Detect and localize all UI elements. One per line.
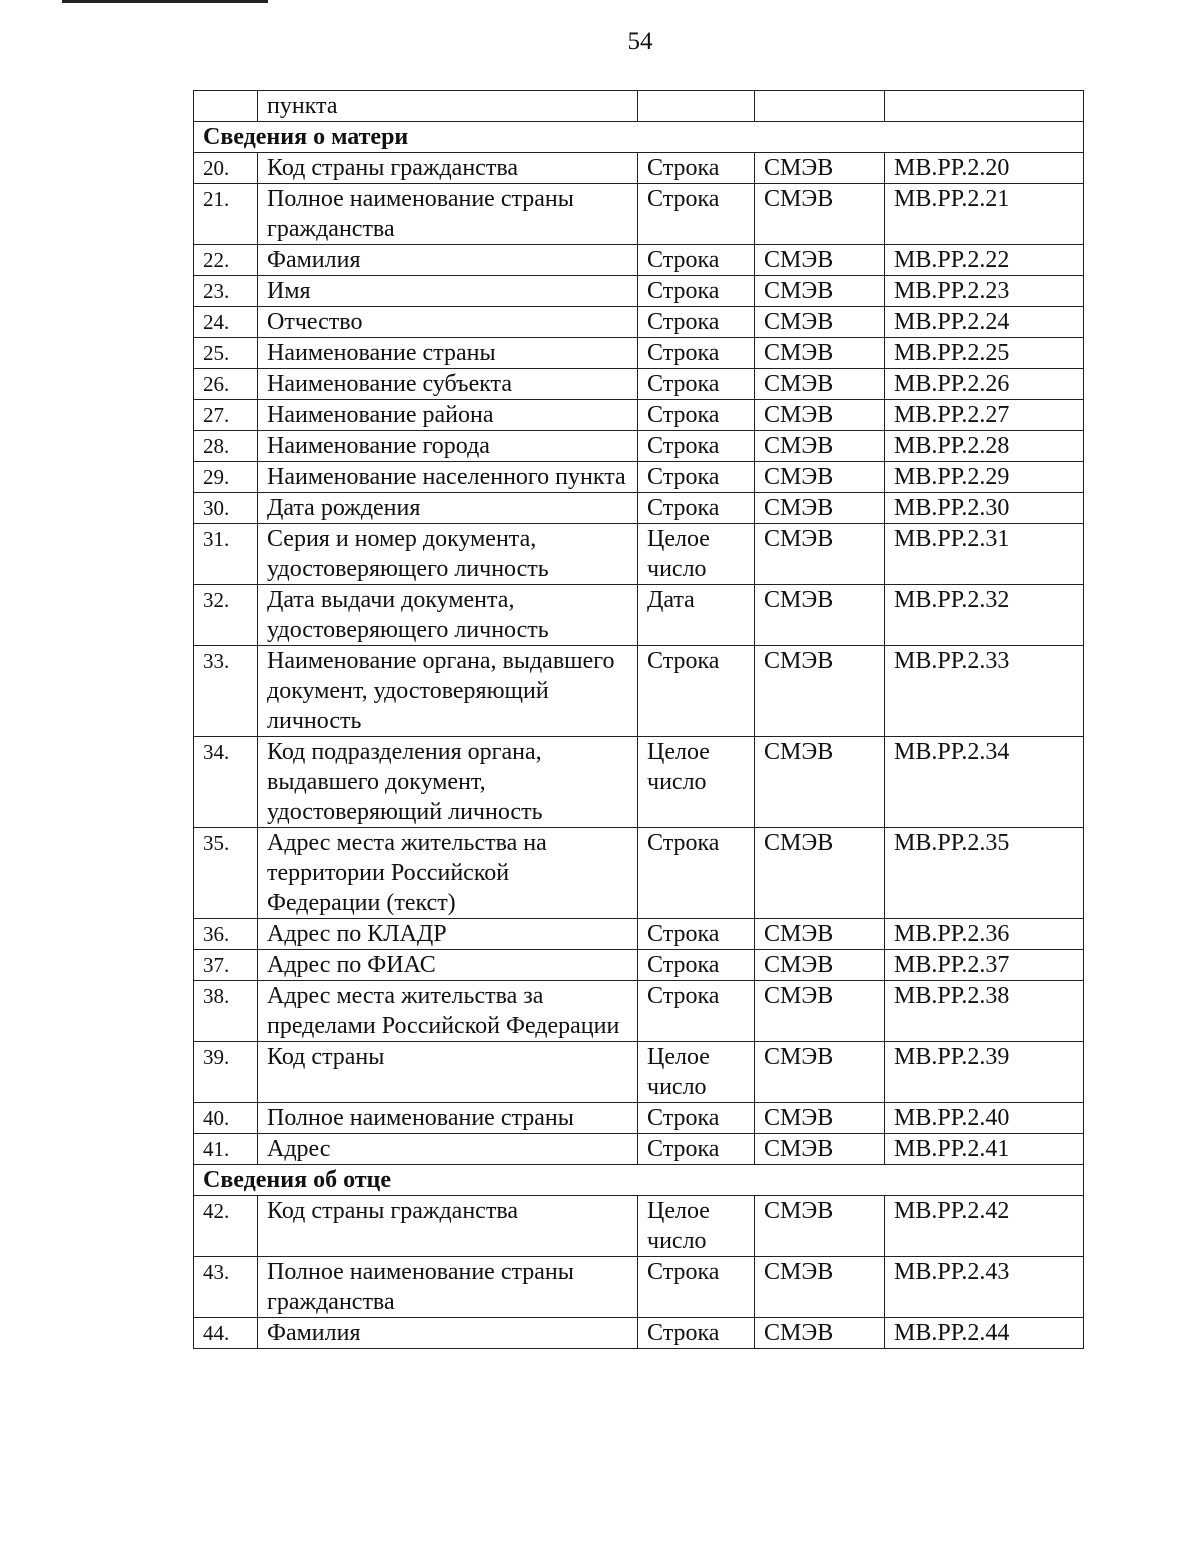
row-type-cell: Строка xyxy=(638,1134,755,1165)
row-source-cell: СМЭВ xyxy=(755,585,885,646)
table-row xyxy=(194,184,1084,245)
row-name-cell: Полное наименование страны гражданства xyxy=(258,1257,638,1318)
row-source-cell: СМЭВ xyxy=(755,1318,885,1349)
row-code-cell: MB.PP.2.44 xyxy=(885,1318,1084,1349)
row-source-cell: СМЭВ xyxy=(755,1196,885,1257)
row-code-cell: MB.PP.2.22 xyxy=(885,245,1084,276)
row-code-cell: MB.PP.2.34 xyxy=(885,737,1084,828)
table-row xyxy=(194,431,1084,462)
row-type-cell: Строка xyxy=(638,431,755,462)
row-name-cell: Адрес xyxy=(258,1134,638,1165)
table-row xyxy=(194,1196,1084,1257)
row-code-cell: MB.PP.2.40 xyxy=(885,1103,1084,1134)
row-code-cell: MB.PP.2.37 xyxy=(885,950,1084,981)
row-number-cell: 43. xyxy=(194,1257,258,1318)
table-row xyxy=(194,1134,1084,1165)
row-source-cell: СМЭВ xyxy=(755,737,885,828)
row-number-cell: 25. xyxy=(194,338,258,369)
row-number-cell: 38. xyxy=(194,981,258,1042)
row-number-cell: 36. xyxy=(194,919,258,950)
table-row xyxy=(194,338,1084,369)
page-number: 54 xyxy=(627,28,653,55)
table-row xyxy=(194,585,1084,646)
row-name-cell: Адрес по ФИАС xyxy=(258,950,638,981)
row-source-cell: СМЭВ xyxy=(755,184,885,245)
row-number-cell: 40. xyxy=(194,1103,258,1134)
table-row xyxy=(194,646,1084,737)
row-type-cell: Строка xyxy=(638,1103,755,1134)
row-code-cell: MB.PP.2.24 xyxy=(885,307,1084,338)
row-code-cell: MB.PP.2.33 xyxy=(885,646,1084,737)
row-code-cell: MB.PP.2.43 xyxy=(885,1257,1084,1318)
row-name-cell: Наименование страны xyxy=(258,338,638,369)
row-code-cell xyxy=(885,91,1084,122)
row-type-cell: Строка xyxy=(638,1318,755,1349)
table-row xyxy=(194,400,1084,431)
row-code-cell: MB.PP.2.20 xyxy=(885,153,1084,184)
top-rule xyxy=(62,0,268,3)
row-number-cell: 21. xyxy=(194,184,258,245)
table-row xyxy=(194,1257,1084,1318)
row-number-cell: 28. xyxy=(194,431,258,462)
table-row-continuation xyxy=(194,91,1084,122)
row-number-cell: 33. xyxy=(194,646,258,737)
row-source-cell: СМЭВ xyxy=(755,1134,885,1165)
row-name-cell: Полное наименование страны xyxy=(258,1103,638,1134)
data-table xyxy=(193,90,1084,1349)
row-number-cell: 32. xyxy=(194,585,258,646)
row-name-cell: Наименование района xyxy=(258,400,638,431)
row-type-cell: Строка xyxy=(638,462,755,493)
table-row xyxy=(194,276,1084,307)
row-type-cell: Строка xyxy=(638,307,755,338)
row-name-cell: Код подразделения органа, выдавшего документ, удостоверяющий личность xyxy=(258,737,638,828)
table-row xyxy=(194,919,1084,950)
row-source-cell: СМЭВ xyxy=(755,153,885,184)
row-source-cell: СМЭВ xyxy=(755,338,885,369)
row-name-cell: Наименование города xyxy=(258,431,638,462)
row-name-cell: Фамилия xyxy=(258,1318,638,1349)
row-name-cell: Адрес места жительства на территории Российской Федерации (текст) xyxy=(258,828,638,919)
row-number-cell: 26. xyxy=(194,369,258,400)
row-name-cell: Наименование населенного пункта xyxy=(258,462,638,493)
row-name-cell: Код страны гражданства xyxy=(258,1196,638,1257)
row-source-cell: СМЭВ xyxy=(755,1103,885,1134)
row-number-cell: 24. xyxy=(194,307,258,338)
row-name-cell: Адрес по КЛАДР xyxy=(258,919,638,950)
row-type-cell: Строка xyxy=(638,369,755,400)
row-number-cell: 27. xyxy=(194,400,258,431)
row-source-cell: СМЭВ xyxy=(755,919,885,950)
row-type-cell: Строка xyxy=(638,245,755,276)
row-code-cell: MB.PP.2.42 xyxy=(885,1196,1084,1257)
row-source-cell: СМЭВ xyxy=(755,431,885,462)
row-number-cell: 42. xyxy=(194,1196,258,1257)
row-type-cell: Целое число xyxy=(638,1196,755,1257)
row-name-cell: Серия и номер документа, удостоверяющего личность xyxy=(258,524,638,585)
row-source-cell: СМЭВ xyxy=(755,1042,885,1103)
row-type-cell xyxy=(638,91,755,122)
row-type-cell: Строка xyxy=(638,276,755,307)
section-title: Сведения о матери xyxy=(194,122,1084,153)
row-number-cell: 20. xyxy=(194,153,258,184)
row-type-cell: Строка xyxy=(638,950,755,981)
row-name-cell: Наименование субъекта xyxy=(258,369,638,400)
row-source-cell: СМЭВ xyxy=(755,950,885,981)
table-row xyxy=(194,737,1084,828)
row-code-cell: MB.PP.2.23 xyxy=(885,276,1084,307)
table-row xyxy=(194,950,1084,981)
row-source-cell: СМЭВ xyxy=(755,646,885,737)
row-type-cell: Целое число xyxy=(638,524,755,585)
row-type-cell: Строка xyxy=(638,184,755,245)
row-name-cell: Имя xyxy=(258,276,638,307)
row-name-cell: Код страны xyxy=(258,1042,638,1103)
row-code-cell: MB.PP.2.41 xyxy=(885,1134,1084,1165)
row-number-cell: 34. xyxy=(194,737,258,828)
row-type-cell: Строка xyxy=(638,981,755,1042)
section-title: Сведения об отце xyxy=(194,1165,1084,1196)
row-code-cell: MB.PP.2.26 xyxy=(885,369,1084,400)
row-type-cell: Целое число xyxy=(638,737,755,828)
row-source-cell: СМЭВ xyxy=(755,462,885,493)
table-row xyxy=(194,1103,1084,1134)
row-code-cell: MB.PP.2.32 xyxy=(885,585,1084,646)
row-number-cell: 37. xyxy=(194,950,258,981)
row-source-cell: СМЭВ xyxy=(755,307,885,338)
table-body xyxy=(194,91,1084,1349)
row-number-cell xyxy=(194,91,258,122)
row-name-cell: Дата выдачи документа, удостоверяющего личность xyxy=(258,585,638,646)
table-row xyxy=(194,828,1084,919)
row-type-cell: Строка xyxy=(638,646,755,737)
row-name-cell: Адрес места жительства за пределами Российской Федерации xyxy=(258,981,638,1042)
row-number-cell: 22. xyxy=(194,245,258,276)
table-row xyxy=(194,524,1084,585)
row-code-cell: MB.PP.2.36 xyxy=(885,919,1084,950)
row-name-cell: Наименование органа, выдавшего документ, удостоверяющий личность xyxy=(258,646,638,737)
row-source-cell: СМЭВ xyxy=(755,276,885,307)
row-source-cell: СМЭВ xyxy=(755,400,885,431)
row-source-cell: СМЭВ xyxy=(755,828,885,919)
row-source-cell: СМЭВ xyxy=(755,369,885,400)
row-name-cell: Код страны гражданства xyxy=(258,153,638,184)
row-source-cell: СМЭВ xyxy=(755,493,885,524)
row-number-cell: 39. xyxy=(194,1042,258,1103)
row-name-cell: Дата рождения xyxy=(258,493,638,524)
row-number-cell: 41. xyxy=(194,1134,258,1165)
section-header-row xyxy=(194,122,1084,153)
row-code-cell: MB.PP.2.27 xyxy=(885,400,1084,431)
row-code-cell: MB.PP.2.39 xyxy=(885,1042,1084,1103)
row-number-cell: 29. xyxy=(194,462,258,493)
table-row xyxy=(194,462,1084,493)
row-type-cell: Строка xyxy=(638,338,755,369)
row-number-cell: 44. xyxy=(194,1318,258,1349)
table-row xyxy=(194,307,1084,338)
row-name-cell: пункта xyxy=(258,91,638,122)
row-number-cell: 23. xyxy=(194,276,258,307)
row-code-cell: MB.PP.2.31 xyxy=(885,524,1084,585)
row-type-cell: Строка xyxy=(638,153,755,184)
row-type-cell: Строка xyxy=(638,1257,755,1318)
row-name-cell: Полное наименование страны гражданства xyxy=(258,184,638,245)
table-row xyxy=(194,153,1084,184)
row-name-cell: Отчество xyxy=(258,307,638,338)
row-source-cell: СМЭВ xyxy=(755,981,885,1042)
section-header-row xyxy=(194,1165,1084,1196)
row-source-cell: СМЭВ xyxy=(755,245,885,276)
table-row xyxy=(194,1318,1084,1349)
table-row xyxy=(194,1042,1084,1103)
row-code-cell: MB.PP.2.28 xyxy=(885,431,1084,462)
row-source-cell: СМЭВ xyxy=(755,1257,885,1318)
row-source-cell xyxy=(755,91,885,122)
row-name-cell: Фамилия xyxy=(258,245,638,276)
row-type-cell: Строка xyxy=(638,828,755,919)
row-number-cell: 35. xyxy=(194,828,258,919)
row-type-cell: Целое число xyxy=(638,1042,755,1103)
table-row xyxy=(194,369,1084,400)
row-type-cell: Строка xyxy=(638,400,755,431)
row-code-cell: MB.PP.2.35 xyxy=(885,828,1084,919)
row-type-cell: Строка xyxy=(638,493,755,524)
table-row xyxy=(194,493,1084,524)
row-code-cell: MB.PP.2.21 xyxy=(885,184,1084,245)
row-code-cell: MB.PP.2.30 xyxy=(885,493,1084,524)
row-code-cell: MB.PP.2.29 xyxy=(885,462,1084,493)
table-row xyxy=(194,245,1084,276)
row-source-cell: СМЭВ xyxy=(755,524,885,585)
row-type-cell: Дата xyxy=(638,585,755,646)
table-row xyxy=(194,981,1084,1042)
row-code-cell: MB.PP.2.38 xyxy=(885,981,1084,1042)
row-number-cell: 30. xyxy=(194,493,258,524)
row-number-cell: 31. xyxy=(194,524,258,585)
row-code-cell: MB.PP.2.25 xyxy=(885,338,1084,369)
row-type-cell: Строка xyxy=(638,919,755,950)
